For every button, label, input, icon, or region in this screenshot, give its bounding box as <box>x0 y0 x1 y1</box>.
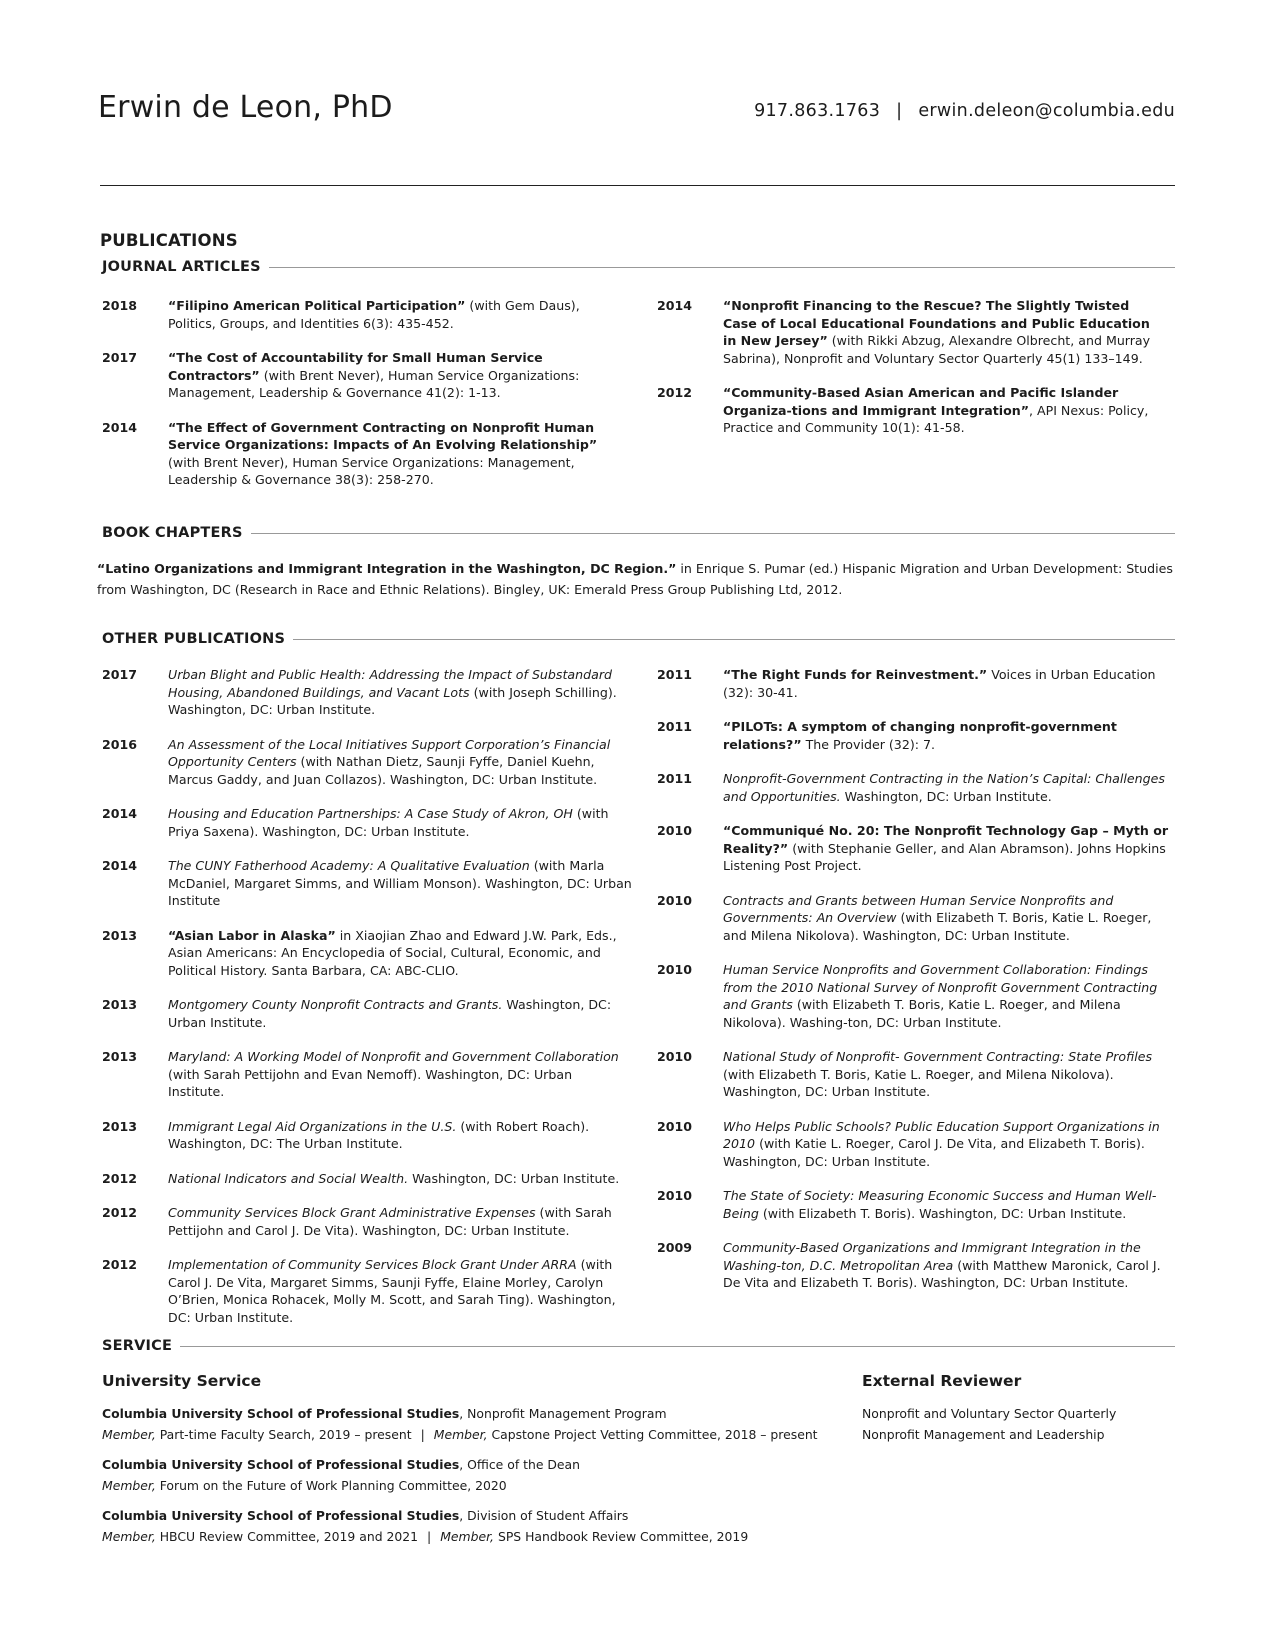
publications-title: PUBLICATIONS <box>100 231 238 250</box>
book-chapter-entry: “Latino Organizations and Immigrant Integration in the Washington, DC Region.” in Enrique S. Pumar (ed.) Hispanic Migration and Urban Development: Studies from Washington, DC (Research in Race and Ethnic Relations). Bingley, UK: Emerald Press Group Publishing Ltd, 2012. <box>97 561 1173 597</box>
service-block: Columbia University School of Professional Studies, Division of Student Affairs Member, HBCU Review Committee, 2019 and 2021 | Member, SPS Handbook Review Committee, 2019 <box>102 1508 749 1544</box>
book-chapters-heading: BOOK CHAPTERS <box>102 525 1175 541</box>
service-heading: SERVICE <box>102 1338 1175 1354</box>
phone-number: 917.863.1763 <box>754 101 881 121</box>
publication-entry: 2014 Housing and Education Partnerships: A Case Study of Akron, OH (with Priya Saxena). Washington, DC: Urban Institute. <box>102 806 609 839</box>
journal-entry: 2014 “Nonprofit Financing to the Rescue? The Slightly Twisted Case of Local Educational Foundations and Public Education in New Jersey” (with Rikki Abzug, Alexandre Olbrecht, and Murray Sabrina), Nonprofit and Voluntary Sector Quarterly 45(1) 133–149. <box>657 298 1151 366</box>
publication-entry: 2016 An Assessment of the Local Initiatives Support Corporation’s Financial Opportunity Centers (with Nathan Dietz, Saunji Fyffe, Daniel Kuehn, Marcus Gaddy, and Juan Collazos). Washington, DC: Urban Institute. <box>102 736 611 787</box>
contact-info <box>754 101 1175 121</box>
journal-entry: 2018 “Filipino American Political Participation” (with Gem Daus), Politics, Groups, and Identities 6(3): 435-452. <box>102 298 580 331</box>
journal-entry: 2014 “The Effect of Government Contracting on Nonprofit Human Service Organizations: Impacts of An Evolving Relationship” (with Brent Never), Human Service Organizations: Management, Leadership & Governance 38(3): 258-270. <box>102 419 598 487</box>
publication-entry: 2017 Urban Blight and Public Health: Addressing the Impact of Substandard Housing, Abandoned Buildings, and Vacant Lots (with Joseph Schilling). Washington, DC: Urban Institute. <box>102 667 617 717</box>
other-publications-right-column <box>657 666 1177 1309</box>
publication-entry: 2011 Nonprofit-Government Contracting in the Nation’s Capital: Challenges and Opportunities. Washington, DC: Urban Institute. <box>657 771 1165 804</box>
external-reviewer-list <box>862 1403 1116 1445</box>
reviewer-item: Nonprofit Management and Leadership <box>862 1427 1105 1442</box>
publication-entry: 2013 Montgomery County Nonprofit Contracts and Grants. Washington, DC: Urban Institute. <box>102 997 612 1030</box>
other-publications-heading: OTHER PUBLICATIONS <box>102 631 1175 647</box>
journal-articles-right-column <box>657 297 1167 454</box>
publication-entry: 2010 Who Helps Public Schools? Public Education Support Organizations in 2010 (with Katie L. Roeger, Carol J. De Vita, and Elizabeth T. Boris). Washington, DC: Urban Institute. <box>657 1118 1160 1169</box>
publication-entry: 2010 Human Service Nonprofits and Government Collaboration: Findings from the 2010 National Survey of Nonprofit Government Contracting and Grants (with Elizabeth T. Boris, Katie L. Roeger, and Milena Nikolova). Washing-ton, DC: Urban Institute. <box>657 962 1158 1030</box>
publication-entry: 2013 Immigrant Legal Aid Organizations in the U.S. (with Robert Roach). Washington, DC: The Urban Institute. <box>102 1118 590 1151</box>
external-reviewer-heading: External Reviewer <box>862 1372 1022 1390</box>
publication-entry: 2009 Community-Based Organizations and Immigrant Integration in the Washing-ton, D.C. Metropolitan Area (with Matthew Maronick, Carol J. De Vita and Elizabeth T. Boris). Washington, DC: Urban Institute. <box>657 1240 1161 1290</box>
journal-entry: 2012 “Community-Based Asian American and Pacific Islander Organiza-tions and Immigrant Integration”, API Nexus: Policy, Practice and Community 10(1): 41-58. <box>657 385 1149 435</box>
publication-entry: 2010 The State of Society: Measuring Economic Success and Human Well-Being (with Elizabeth T. Boris). Washington, DC: Urban Institute. <box>657 1188 1157 1221</box>
publication-entry: 2011 “The Right Funds for Reinvestment.” Voices in Urban Education (32): 30-41. <box>657 667 1156 700</box>
service-block: Columbia University School of Professional Studies, Office of the Dean Member, Forum on the Future of Work Planning Committee, 2020 <box>102 1457 580 1493</box>
publication-entry: 2011 “PILOTs: A symptom of changing nonprofit-government relations?” The Provider (32): 7. <box>657 719 1117 752</box>
publication-entry: 2010 Contracts and Grants between Human Service Nonprofits and Governments: An Overview (with Elizabeth T. Boris, Katie L. Roeger, and Milena Nikolova). Washington, DC: Urban Institute. <box>657 892 1152 943</box>
publication-entry: 2012 National Indicators and Social Wealth. Washington, DC: Urban Institute. <box>102 1170 620 1186</box>
email-address: erwin.deleon@columbia.edu <box>918 101 1175 121</box>
publication-entry: 2014 The CUNY Fatherhood Academy: A Qualitative Evaluation (with Marla McDaniel, Margaret Simms, and William Monson). Washington, DC: Urban Institute <box>102 858 632 908</box>
publication-entry: 2010 “Communiqué No. 20: The Nonprofit Technology Gap – Myth or Reality?” (with Stephanie Geller, and Alan Abramson). Johns Hopkins Listening Post Project. <box>657 823 1169 873</box>
university-service-heading: University Service <box>102 1372 262 1390</box>
publication-entry: 2012 Implementation of Community Services Block Grant Under ARRA (with Carol J. De Vita, Margaret Simms, Saunji Fyffe, Elaine Morley, Carolyn O’Brien, Monica Rohacek, Molly M. Scott, and Sarah Ting). Washington, DC: Urban Institute. <box>102 1257 616 1325</box>
header-divider <box>100 185 1175 186</box>
other-publications-left-column <box>102 666 632 1343</box>
service-block: Columbia University School of Professional Studies, Nonprofit Management Program Member, Part-time Faculty Search, 2019 – present | Member, Capstone Project Vetting Committee, 2018 – present <box>102 1406 818 1442</box>
journal-articles-heading: JOURNAL ARTICLES <box>102 259 1175 275</box>
reviewer-item: Nonprofit and Voluntary Sector Quarterly <box>862 1406 1117 1421</box>
publication-entry: 2013 “Asian Labor in Alaska” in Xiaojian Zhao and Edward J.W. Park, Eds., Asian Americans: An Encyclopedia of Social, Cultural, Economic, and Political History. Santa Barbara, CA: ABC-CLIO. <box>102 927 617 978</box>
person-name: Erwin de Leon, PhD <box>98 90 393 125</box>
journal-articles-left-column <box>102 297 607 506</box>
publication-entry: 2013 Maryland: A Working Model of Nonprofit and Government Collaboration (with Sarah Pettijohn and Evan Nemoff). Washington, DC: Urban Institute. <box>102 1049 619 1099</box>
contact-separator: | <box>896 101 903 121</box>
publication-entry: 2010 National Study of Nonprofit- Government Contracting: State Profiles (with Elizabeth T. Boris, Katie L. Roeger, and Milena Nikolova). Washington, DC: Urban Institute. <box>657 1049 1153 1099</box>
publication-entry: 2012 Community Services Block Grant Administrative Expenses (with Sarah Pettijohn and Carol J. De Vita). Washington, DC: Urban Institute. <box>102 1205 612 1238</box>
journal-entry: 2017 “The Cost of Accountability for Small Human Service Contractors” (with Brent Never), Human Service Organizations: Management, Leadership & Governance 41(2): 1-13. <box>102 350 580 400</box>
